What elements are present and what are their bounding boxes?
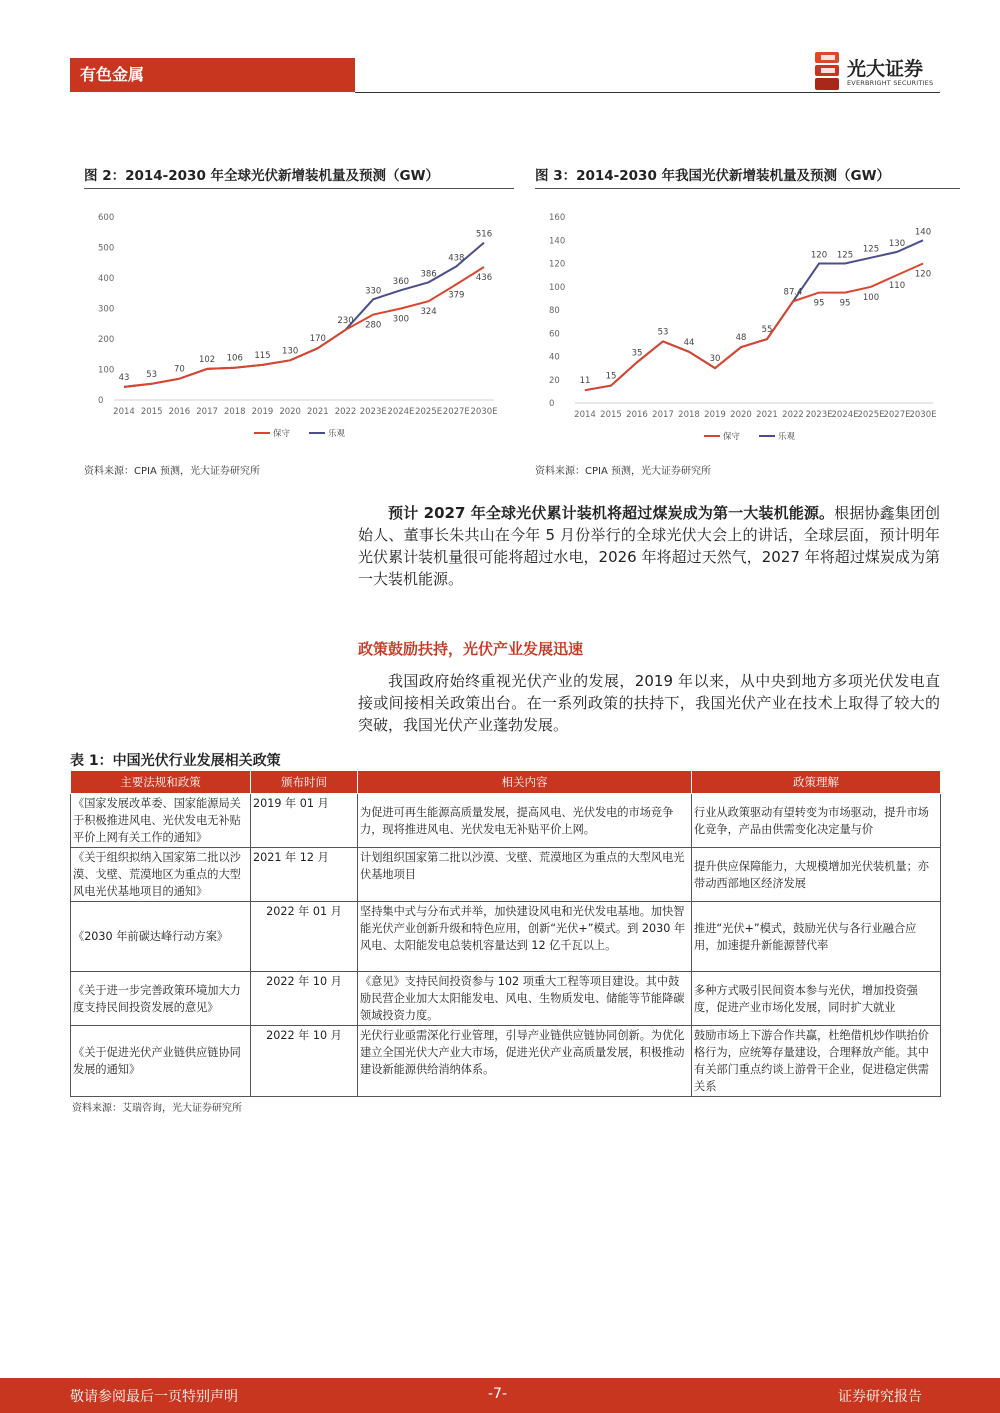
paragraph-2 <box>358 670 940 736</box>
y-tick-label: 0 <box>98 396 104 406</box>
x-tick-label: 2015 <box>140 407 163 417</box>
data-label: 87.4 <box>783 287 803 298</box>
table-header-content: 相关内容 <box>358 771 692 794</box>
section-heading: 政策鼓励扶持，光伏产业发展迅速 <box>358 640 584 658</box>
y-tick-label: 60 <box>549 329 560 340</box>
data-label-conservative: 379 <box>448 290 465 301</box>
figure-3-title: 图 3：2014-2030 年我国光伏新增装机量及预测（GW） <box>535 168 891 184</box>
series-line-optimistic <box>585 240 923 390</box>
x-tick-label: 2019 <box>251 407 274 417</box>
figure-3-rule <box>535 188 960 189</box>
page-footer <box>0 1378 1000 1413</box>
table-header-interpretation: 政策理解 <box>692 771 941 794</box>
table-header-policy: 主要法规和政策 <box>71 771 251 794</box>
data-label: 70 <box>173 364 185 375</box>
paragraph-1-lead: 预计 2027 年全球光伏累计装机将超过煤炭成为第一大装机能源。 <box>388 504 835 522</box>
data-label: 30 <box>709 354 721 365</box>
y-tick-label: 200 <box>98 335 115 345</box>
data-label-conservative: 110 <box>888 281 906 292</box>
figure-2-rule <box>84 188 514 189</box>
policy-date: 2022 年 10 月 <box>251 1026 358 1097</box>
figure-2-source: 资料来源：CPIA 预测，光大证券研究所 <box>84 466 260 477</box>
data-label: 44 <box>683 337 695 348</box>
data-label-optimistic: 330 <box>365 286 382 297</box>
table-header-row <box>71 771 941 794</box>
x-tick-label: 2015 <box>600 410 622 420</box>
data-label: 48 <box>735 333 747 344</box>
y-tick-label: 120 <box>549 259 566 270</box>
data-label-conservative: 100 <box>862 292 880 303</box>
data-label: 53 <box>657 327 669 338</box>
policy-date: 2021 年 12 月 <box>251 848 358 902</box>
policy-date: 2022 年 10 月 <box>251 972 358 1026</box>
footer-report-type: 证券研究报告 <box>838 1389 922 1405</box>
page-number: -7- <box>488 1386 508 1402</box>
x-tick-label: 2027E <box>442 407 470 417</box>
x-tick-label: 2018 <box>678 410 700 420</box>
table-row <box>71 1026 941 1097</box>
data-label: 106 <box>226 353 243 364</box>
policy-date: 2022 年 01 月 <box>251 902 358 972</box>
data-label-optimistic: 140 <box>914 227 932 238</box>
x-tick-label: 2023E <box>359 407 387 417</box>
data-label: 43 <box>118 372 130 383</box>
table-row <box>71 794 941 848</box>
y-tick-label: 0 <box>549 399 555 409</box>
x-tick-label: 2020 <box>730 410 752 420</box>
legend-label: 乐观 <box>778 432 796 442</box>
table-header-date: 颁布时间 <box>251 771 358 794</box>
series-line-conservative <box>585 264 923 391</box>
x-tick-label: 2024E <box>831 410 859 420</box>
table-1-title: 表 1：中国光伏行业发展相关政策 <box>70 753 281 769</box>
table-1-source: 资料来源：艾瑞咨询，光大证券研究所 <box>72 1103 242 1114</box>
data-label: 15 <box>605 371 617 382</box>
x-tick-label: 2030E <box>909 410 937 420</box>
x-tick-label: 2030E <box>470 407 498 417</box>
y-tick-label: 400 <box>98 274 115 284</box>
brand-logo <box>815 52 945 90</box>
y-tick-label: 80 <box>549 306 560 316</box>
data-label: 53 <box>146 369 158 380</box>
x-tick-label: 2021 <box>756 410 778 420</box>
paragraph-1 <box>358 502 940 590</box>
brand-name-cn: 光大证券 <box>847 58 924 80</box>
policy-interpretation: 推进“光伏+”模式，鼓励光伏与各行业融合应用，加速提升新能源替代率 <box>692 902 941 972</box>
legend-label: 保守 <box>273 429 291 439</box>
table-row <box>71 848 941 902</box>
header-divider <box>355 92 940 93</box>
table-row <box>71 902 941 972</box>
paragraph-1-text: 根据协鑫集团创始人、董事长朱共山在今年 5 月份举行的全球光伏大会上的讲话，全球层面，预计明年光伏累计装机量很可能将超过水电，2026 年将超过天然气，2027 年将超过煤炭成为第一大装机能源。 <box>358 504 940 588</box>
data-label-optimistic: 130 <box>888 238 906 249</box>
data-label-optimistic: 386 <box>420 269 437 280</box>
data-label: 230 <box>337 315 354 326</box>
x-tick-label: 2023E <box>805 410 833 420</box>
data-label-optimistic: 120 <box>810 250 828 261</box>
data-label: 55 <box>761 325 773 336</box>
data-label-conservative: 280 <box>365 320 382 331</box>
policy-name: 《关于进一步完善政策环境加大力度支持民间投资发展的意见》 <box>71 972 251 1026</box>
data-label-optimistic: 516 <box>475 229 493 240</box>
figure-3-chart <box>535 195 960 450</box>
x-tick-label: 2018 <box>223 407 246 417</box>
policy-interpretation: 行业从政策驱动有望转变为市场驱动，提升市场化竞争，产品由供需变化决定量与价 <box>692 794 941 848</box>
x-tick-label: 2016 <box>168 407 191 417</box>
policy-interpretation: 提升供应保障能力，大规模增加光伏装机量；亦带动西部地区经济发展 <box>692 848 941 902</box>
policy-content: 光伏行业亟需深化行业管理，引导产业链供应链协同创新。为优化建立全国光伏大产业大市场，促进光伏产业高质量发展，积极推动建设新能源供给消纳体系。 <box>358 1026 692 1097</box>
data-label: 115 <box>254 350 271 361</box>
policy-content: 坚持集中式与分布式并举，加快建设风电和光伏发电基地。加快智能光伏产业创新升级和特色应用，创新“光伏+”模式。到 2030 年风电、太阳能发电总装机容量达到 12 亿千瓦以上。 <box>358 902 692 972</box>
data-label: 102 <box>198 354 216 365</box>
data-label-conservative: 95 <box>839 298 851 309</box>
data-label-conservative: 436 <box>475 273 493 284</box>
data-label-conservative: 120 <box>914 269 932 280</box>
footer-disclaimer: 敬请参阅最后一页特别声明 <box>70 1389 238 1405</box>
x-tick-label: 2019 <box>704 410 726 420</box>
figure-2-title: 图 2：2014-2030 年全球光伏新增装机量及预测（GW） <box>84 168 440 184</box>
policy-name: 《国家发展改革委、国家能源局关于积极推进风电、光伏发电无补贴平价上网有关工作的通知》 <box>71 794 251 848</box>
policy-name: 《2030 年前碳达峰行动方案》 <box>71 902 251 972</box>
x-tick-label: 2014 <box>574 410 596 420</box>
y-tick-label: 140 <box>549 236 566 247</box>
y-tick-label: 100 <box>98 365 115 376</box>
data-label-optimistic: 438 <box>448 253 465 264</box>
sector-tag: 有色金属 <box>70 58 355 92</box>
policy-date: 2019 年 01 月 <box>251 794 358 848</box>
table-row <box>71 972 941 1026</box>
everbright-logo-icon <box>815 52 839 90</box>
y-tick-label: 600 <box>98 213 115 223</box>
legend-label: 乐观 <box>328 429 346 439</box>
figure-3-source: 资料来源：CPIA 预测，光大证券研究所 <box>535 466 711 477</box>
x-tick-label: 2017 <box>196 407 218 417</box>
legend-label: 保守 <box>723 432 741 442</box>
x-tick-label: 2017 <box>652 410 674 420</box>
policy-name: 《关于组织拟纳入国家第二批以沙漠、戈壁、荒漠地区为重点的大型风电光伏基地项目的通知》 <box>71 848 251 902</box>
y-tick-label: 40 <box>549 352 560 363</box>
data-label-optimistic: 125 <box>836 250 854 261</box>
data-label-conservative: 95 <box>813 298 825 309</box>
x-tick-label: 2025E <box>857 410 885 420</box>
y-tick-label: 500 <box>98 243 115 254</box>
y-tick-label: 300 <box>98 304 115 315</box>
x-tick-label: 2020 <box>279 407 301 417</box>
data-label: 35 <box>631 348 643 359</box>
data-label-conservative: 324 <box>420 307 437 318</box>
y-tick-label: 160 <box>549 213 566 223</box>
x-tick-label: 2014 <box>113 407 135 417</box>
brand-name-en: EVERBRIGHT SECURITIES <box>847 79 934 87</box>
policy-content: 为促进可再生能源高质量发展，提高风电、光伏发电的市场竞争力，现将推进风电、光伏发电无补贴平价上网。 <box>358 794 692 848</box>
data-label: 130 <box>282 346 299 357</box>
x-tick-label: 2025E <box>415 407 443 417</box>
data-label: 11 <box>579 376 591 387</box>
policy-name: 《关于促进光伏产业链供应链协同发展的通知》 <box>71 1026 251 1097</box>
x-tick-label: 2021 <box>307 407 329 417</box>
policy-content: 《意见》支持民间投资参与 102 项重大工程等项目建设。其中鼓励民营企业加大太阳能发电、风电、生物质发电、储能等节能降碳领域投资力度。 <box>358 972 692 1026</box>
paragraph-2-text: 我国政府始终重视光伏产业的发展，2019 年以来，从中央到地方多项光伏发电直接或间接相关政策出台。在一系列政策的扶持下，我国光伏产业在技术上取得了较大的突破，我国光伏产业蓬勃发展。 <box>358 672 940 734</box>
x-tick-label: 2024E <box>387 407 415 417</box>
data-label-conservative: 300 <box>392 314 410 325</box>
x-tick-label: 2027E <box>883 410 911 420</box>
data-label: 170 <box>309 334 326 345</box>
policy-table <box>70 770 941 1097</box>
x-tick-label: 2022 <box>334 407 357 417</box>
data-label-optimistic: 360 <box>392 277 410 288</box>
x-tick-label: 2022 <box>782 410 804 420</box>
x-tick-label: 2016 <box>626 410 648 420</box>
policy-interpretation: 多种方式吸引民间资本参与光伏，增加投资强度，促进产业市场化发展，同时扩大就业 <box>692 972 941 1026</box>
figure-2-chart <box>84 195 514 450</box>
y-tick-label: 20 <box>549 375 560 386</box>
policy-content: 计划组织国家第二批以沙漠、戈壁、荒漠地区为重点的大型风电光伏基地项目 <box>358 848 692 902</box>
policy-interpretation: 鼓励市场上下游合作共赢，杜绝借机炒作哄抬价格行为，应统筹存量建设，合理释放产能。其中有关部门重点约谈上游骨干企业，促进稳定供需关系 <box>692 1026 941 1097</box>
data-label-optimistic: 125 <box>862 244 880 255</box>
y-tick-label: 100 <box>549 282 566 293</box>
